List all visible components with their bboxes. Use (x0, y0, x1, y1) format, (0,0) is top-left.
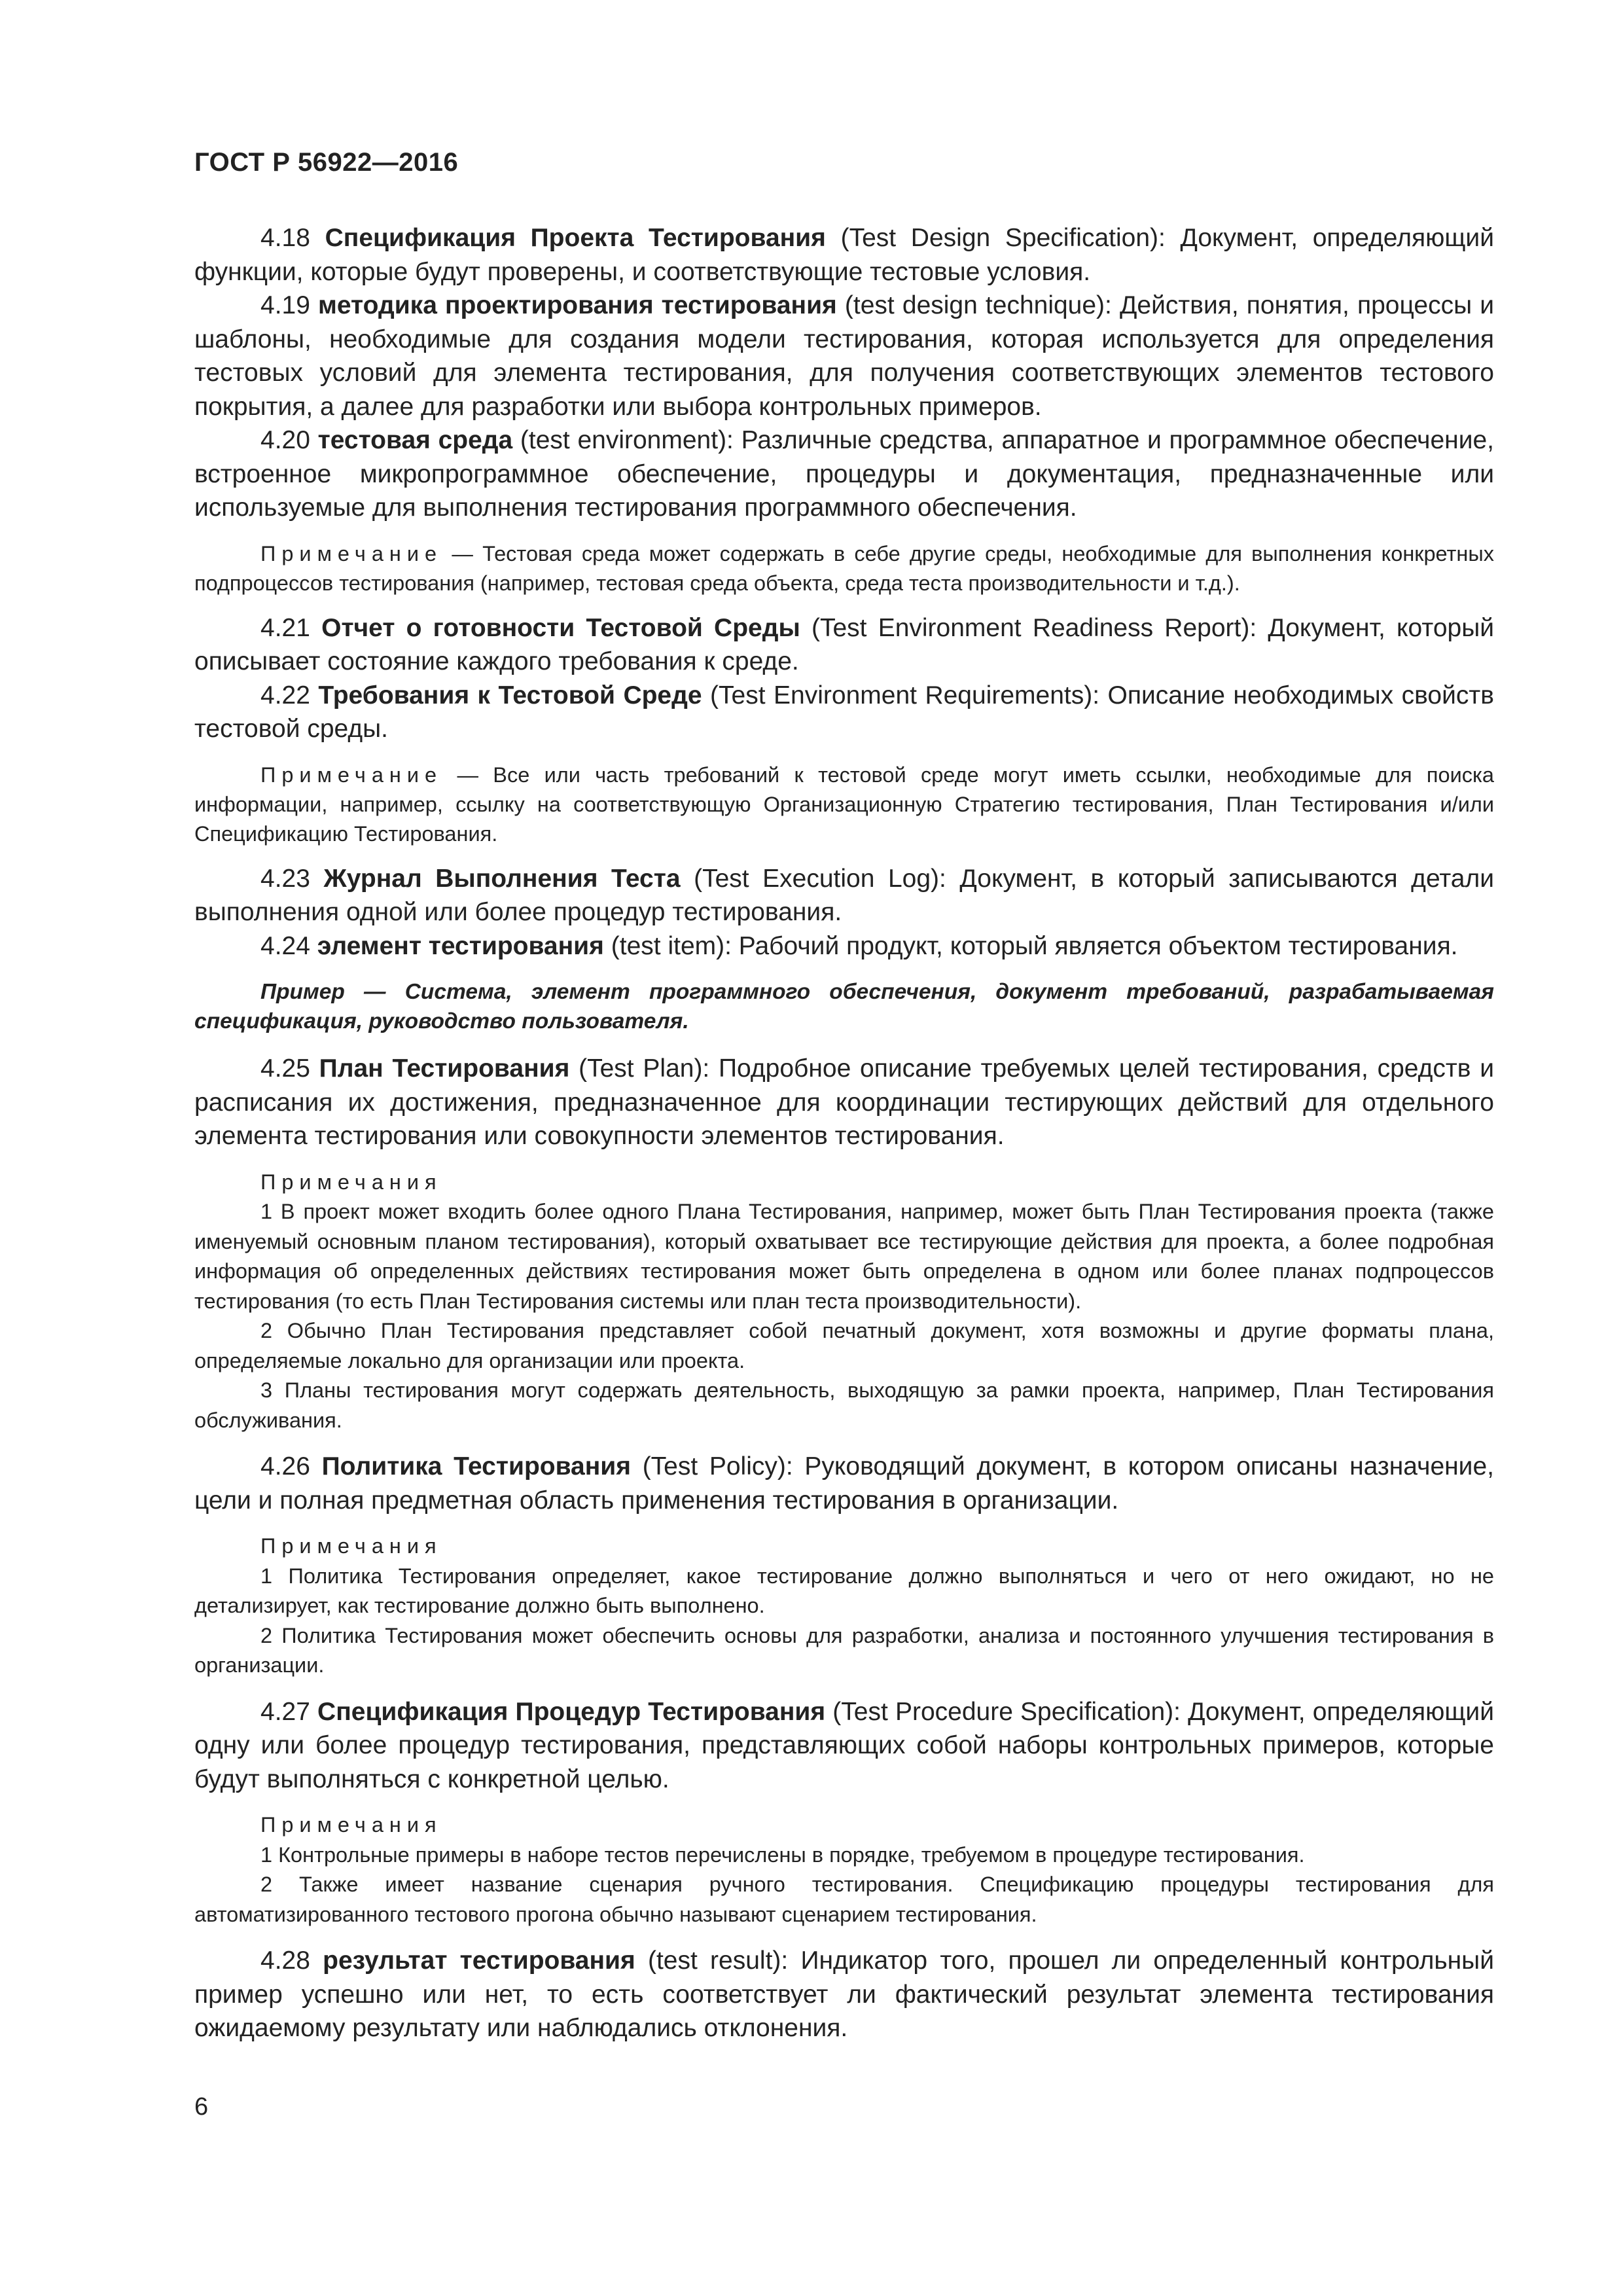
term-number: 4.24 (260, 931, 310, 960)
term-definition: (test result): Индикатор того, прошел ли определенный контрольный пример успешно или нет, то есть соответствует ли фактический результат элемента тестирования ожидаемому результату или наблюдались отклонения. (194, 1946, 1494, 2042)
term-definition: (test design technique): Действия, понятия, процессы и шаблоны, необходимые для создания модели тестирования, которая используется для определения тестовых условий для элемента тестирования, для получения соответствующих элементов тестового покрытия, а далее для разработки или выбора контрольных примеров. (194, 291, 1494, 421)
notes-label: Примечания (260, 1170, 442, 1194)
term-number: 4.27 (260, 1697, 310, 1726)
term-definition: (Test Execution Log): Документ, в который записываются детали выполнения одной или более процедур тестирования. (194, 864, 1494, 926)
term-entry (194, 1695, 1494, 1797)
term-entry (194, 862, 1494, 929)
term-definition: (test item): Рабочий продукт, который является объектом тестирования. (603, 931, 1458, 960)
term-number: 4.19 (260, 291, 310, 319)
page-number: 6 (194, 2093, 209, 2121)
notes-label: Примечания (260, 1534, 442, 1558)
term-entry (194, 221, 1494, 289)
notes-label: Примечания (260, 1813, 442, 1837)
term-entry (194, 679, 1494, 746)
term-number: 4.22 (260, 681, 310, 709)
term-number: 4.21 (260, 613, 310, 642)
term-title: Отчет о готовности Тестовой Среды (321, 613, 800, 642)
term-number: 4.23 (260, 864, 310, 893)
note-item: 1 Политика Тестирования определяет, какое тестирование должно выполняться и чего от него ожидают, но не детализирует, как тестирование должно быть выполнено. (194, 1564, 1494, 1617)
note (194, 761, 1494, 849)
note-item: 2 Также имеет название сценария ручного тестирования. Спецификацию процедуры тестирования для автоматизированного тестового прогона обычно называют сценарием тестирования. (194, 1873, 1494, 1926)
term-entry (194, 1944, 1494, 2045)
term-number: 4.20 (260, 426, 310, 454)
note-label: Примечание (260, 762, 443, 787)
notes-block (194, 1532, 1494, 1681)
term-title: Политика Тестирования (321, 1452, 632, 1480)
note-item: 1 В проект может входить более одного Плана Тестирования, например, может быть План Тестирования проекта (также именуемый основным планом тестирования), который охватывает все тестирующие действия для проекта, а более подробная информация об определенных действиях тестирования может быть определена в одном или более планах подпроцессов тестирования (то есть План Тестирования системы или план теста производительности). (194, 1200, 1494, 1313)
term-number: 4.28 (260, 1946, 310, 1975)
document-header: ГОСТ Р 56922—2016 (194, 148, 459, 177)
term-definition: (Test Plan): Подробное описание требуемых целей тестирования, средств и расписания их достижения, предназначенное для координации тестирующих действий для отдельного элемента тестирования или совокупности элементов тестирования. (194, 1054, 1494, 1150)
note-item: 2 Обычно План Тестирования представляет собой печатный документ, хотя возможны и другие форматы плана, определяемые локально для организации или проекта. (194, 1319, 1494, 1372)
term-definition: (Test Environment Readiness Report): Документ, который описывает состояние каждого требования к среде. (194, 613, 1495, 675)
notes-block (194, 1168, 1494, 1436)
term-definition: (Test Procedure Specification): Документ, определяющий одну или более процедур тестирования, представляющих собой наборы контрольных примеров, которые будут выполняться с конкретной целью. (194, 1697, 1494, 1793)
term-definition: (Test Policy): Руководящий документ, в котором описаны назначение, цели и полная предметная область применения тестирования в организации. (194, 1452, 1494, 1515)
term-title: План Тестирования (319, 1054, 570, 1083)
term-number: 4.18 (260, 224, 310, 252)
term-entry (194, 1450, 1494, 1517)
document-body (194, 221, 1494, 2045)
term-definition: (test environment): Различные средства, аппаратное и программное обеспечение, встроенное микропрограммное обеспечение, процедуры и документация, предназначенные или используемые для выполнения тестирования программного обеспечения. (194, 426, 1495, 522)
term-entry (194, 611, 1494, 679)
term-title: тестовая среда (317, 426, 513, 454)
term-entry (194, 1052, 1494, 1153)
term-title: Требования к Тестовой Среде (318, 681, 702, 709)
note-text: — Тестовая среда может содержать в себе другие среды, необходимые для выполнения конкретных подпроцессов тестирования (например, тестовая среда объекта, среда теста производительности и т.д.). (194, 541, 1494, 595)
term-number: 4.26 (260, 1452, 310, 1480)
term-entry (194, 423, 1494, 525)
note-label: Примечание (260, 541, 443, 565)
term-definition: (Test Design Specification): Документ, определяющий функции, которые будут проверены, и соответствующие тестовые условия. (194, 224, 1494, 286)
term-number: 4.25 (260, 1054, 310, 1083)
term-title: Спецификация Процедур Тестирования (317, 1697, 826, 1726)
term-title: результат тестирования (323, 1946, 635, 1975)
example-text: Пример — Система, элемент программного обеспечения, документ требований, разрабатываемая спецификация, руководство пользователя. (194, 980, 1494, 1033)
notes-block (194, 1810, 1494, 1929)
term-title: элемент тестирования (317, 931, 604, 960)
term-title: методика проектирования тестирования (318, 291, 837, 319)
term-title: Журнал Выполнения Теста (323, 864, 681, 893)
note-item: 1 Контрольные примеры в наборе тестов перечислены в порядке, требуемом в процедуре тестирования. (260, 1842, 1305, 1867)
note-item: 2 Политика Тестирования может обеспечить основы для разработки, анализа и постоянного улучшения тестирования в организации. (194, 1623, 1494, 1677)
term-title: Спецификация Проекта Тестирования (325, 224, 826, 252)
term-definition: (Test Environment Requirements): Описание необходимых свойств тестовой среды. (194, 681, 1494, 743)
term-entry (194, 929, 1494, 963)
note-text: — Все или часть требований к тестовой среде могут иметь ссылки, необходимые для поиска информации, например, ссылку на соответствующую Организационную Стратегию тестирования, План Тестирования и/или Спецификацию Тестирования. (194, 762, 1494, 846)
term-entry (194, 289, 1494, 423)
note (194, 539, 1494, 598)
note-item: 3 Планы тестирования могут содержать деятельность, выходящую за рамки проекта, например, План Тестирования обслуживания. (194, 1378, 1494, 1432)
